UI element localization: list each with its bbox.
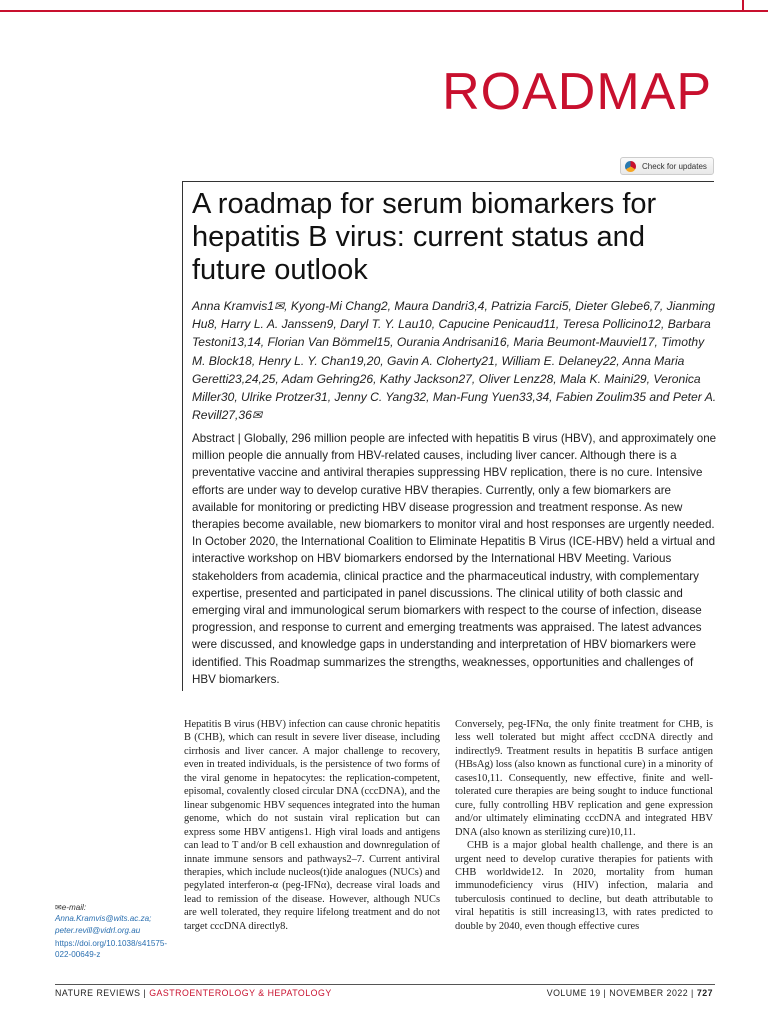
body-paragraph: CHB is a major global health challenge, and there is an urgent need to develop curative therapies for patients with CHB worldwide12. In 2020, mortality from human immunodeficiency virus (HIV) infection, malaria and tuberculosis continued to decline, but death attributable to viral hepatitis is still increasing13, with rates predicted to double by 2040, even though effective cures <box>455 840 713 932</box>
journal-name: NATURE REVIEWS <box>55 988 141 998</box>
title-rule <box>182 181 714 182</box>
doi-link[interactable]: https://doi.org/10.1038/s41575-022-00649-z <box>55 938 168 960</box>
body-paragraph: Conversely, peg-IFNα, the only finite treatment for CHB, is less well tolerated but might affect cccDNA directly and indirectly9. Treatment results in hepatitis B surface antigen (HBsAg) loss (also known as functional cure) in a minority of cases10,11. Consequently, new effective, finite and well-tolerated cure therapies are being sought to induce functional cure, fully controlling HBV replication and gene expression and/or ultimately eliminating cccDNA and integrated HBV DNA (also known as sterilizing cure)10,11. <box>455 719 713 838</box>
footer-rule <box>55 984 715 985</box>
check-for-updates-label: Check for updates <box>642 161 707 171</box>
section-label: ROADMAP <box>442 63 712 121</box>
top-accent-rule <box>0 10 768 12</box>
page-number: 727 <box>696 988 713 998</box>
abstract: Abstract | Globally, 296 million people are infected with hepatitis B virus (HBV), and approximately one million people die annually from HBV-related causes, including liver cancer. Although there is a preventative vaccine and antiviral therapies suppressing HBV replication, there is no cure. Intensive efforts are under way to develop curative HBV therapies. Currently, only a few biomarkers are available for monitoring or predicting HBV disease progression and treatment response. As new therapies become available, new biomarkers to monitor viral and host responses are urgently needed. In October 2020, the International Coalition to Eliminate Hepatitis B Virus (ICE-HBV) held a virtual and interactive workshop on HBV biomarkers endorsed by the International HBV Meeting. Various stakeholders from academia, clinical practice and the pharmaceutical industry, with complementary expertise, presented and participated in panel discussions. The clinical utility of both classic and emerging viral and immunological serum biomarkers with respect to the course of infection, disease progression, and response to current and emerging treatments was appraised. The latest advances were discussed, and knowledge gaps in understanding and interpretation of HBV biomarkers were identified. This Roadmap summarizes the strengths, weaknesses, opportunities and challenges of HBV biomarkers. <box>192 432 717 686</box>
correspondence-note <box>55 902 168 960</box>
body-paragraph: Hepatitis B virus (HBV) infection can cause chronic hepatitis B (CHB), which can result in severe liver disease, including cirrhosis and liver cancer. A major challenge to recovery, even in treated individuals, is the persistence of two forms of the viral genome in hepatocytes: the replication-competent, episomal, covalently closed circular DNA (cccDNA), and the linear subgenomic HBV sequences integrated into the human genome, which do not sustain viral replication but can express some HBV antigens1. High viral loads and antigens can lead to T and/or B cell exhaustion and downregulation of innate immune sensors and pathways2–7. Current antiviral therapies, which include nucleos(t)ide analogues (NUCs) and pegylated interferon-α (peg-IFNα), decrease viral loads and lead to remission of the disease. However, although NUCs are well tolerated, they require lifelong treatment and do not target cccDNA directly8. <box>184 719 440 932</box>
check-for-updates-button[interactable] <box>620 157 714 175</box>
journal-subtitle: GASTROENTEROLOGY & HEPATOLOGY <box>149 988 332 998</box>
author-list: Anna Kramvis1✉, Kyong-Mi Chang2, Maura Dandri3,4, Patrizia Farci5, Dieter Glebe6,7, Jianming Hu8, Harry L. A. Janssen9, Daryl T. Y. Lau10, Capucine Penicaud11, Teresa Pollicino12, Barbara Testoni13,14, Florian Van Bömmel15, Ourania Andrisani16, Maria Beumont-Mauviel17, Timothy M. Block18, Henry L. Y. Chan19,20, Gavin A. Cloherty21, William E. Delaney22, Anna Maria Geretti23,24,25, Adam Gehring26, Kathy Jackson27, Oliver Lenz28, Mala K. Maini29, Veronica Miller30, Ulrike Protzer31, Jenny C. Yang32, Man-Fung Yuen33,34, Fabien Zoulim35 and Peter A. Revill27,36✉ <box>192 299 717 423</box>
email-label: e-mail: <box>61 903 87 912</box>
body-column-left <box>184 718 440 933</box>
corner-accent-rule <box>742 0 744 10</box>
issue-footer <box>547 988 713 998</box>
article-title: A roadmap for serum biomarkers for hepatitis B virus: current status and future outlook <box>192 188 657 286</box>
body-column-right <box>455 718 713 933</box>
issue-info: VOLUME 19 | NOVEMBER 2022 | <box>546 988 694 998</box>
email-icon: ✉ <box>55 903 62 912</box>
crossmark-icon <box>625 161 636 172</box>
journal-footer: NATURE REVIEWS | GASTROENTEROLOGY & HEPATOLOGY <box>55 988 332 998</box>
title-vertical-rule <box>182 181 183 691</box>
email-links[interactable]: Anna.Kramvis@wits.ac.za; peter.revill@vidrl.org.au <box>55 914 152 935</box>
